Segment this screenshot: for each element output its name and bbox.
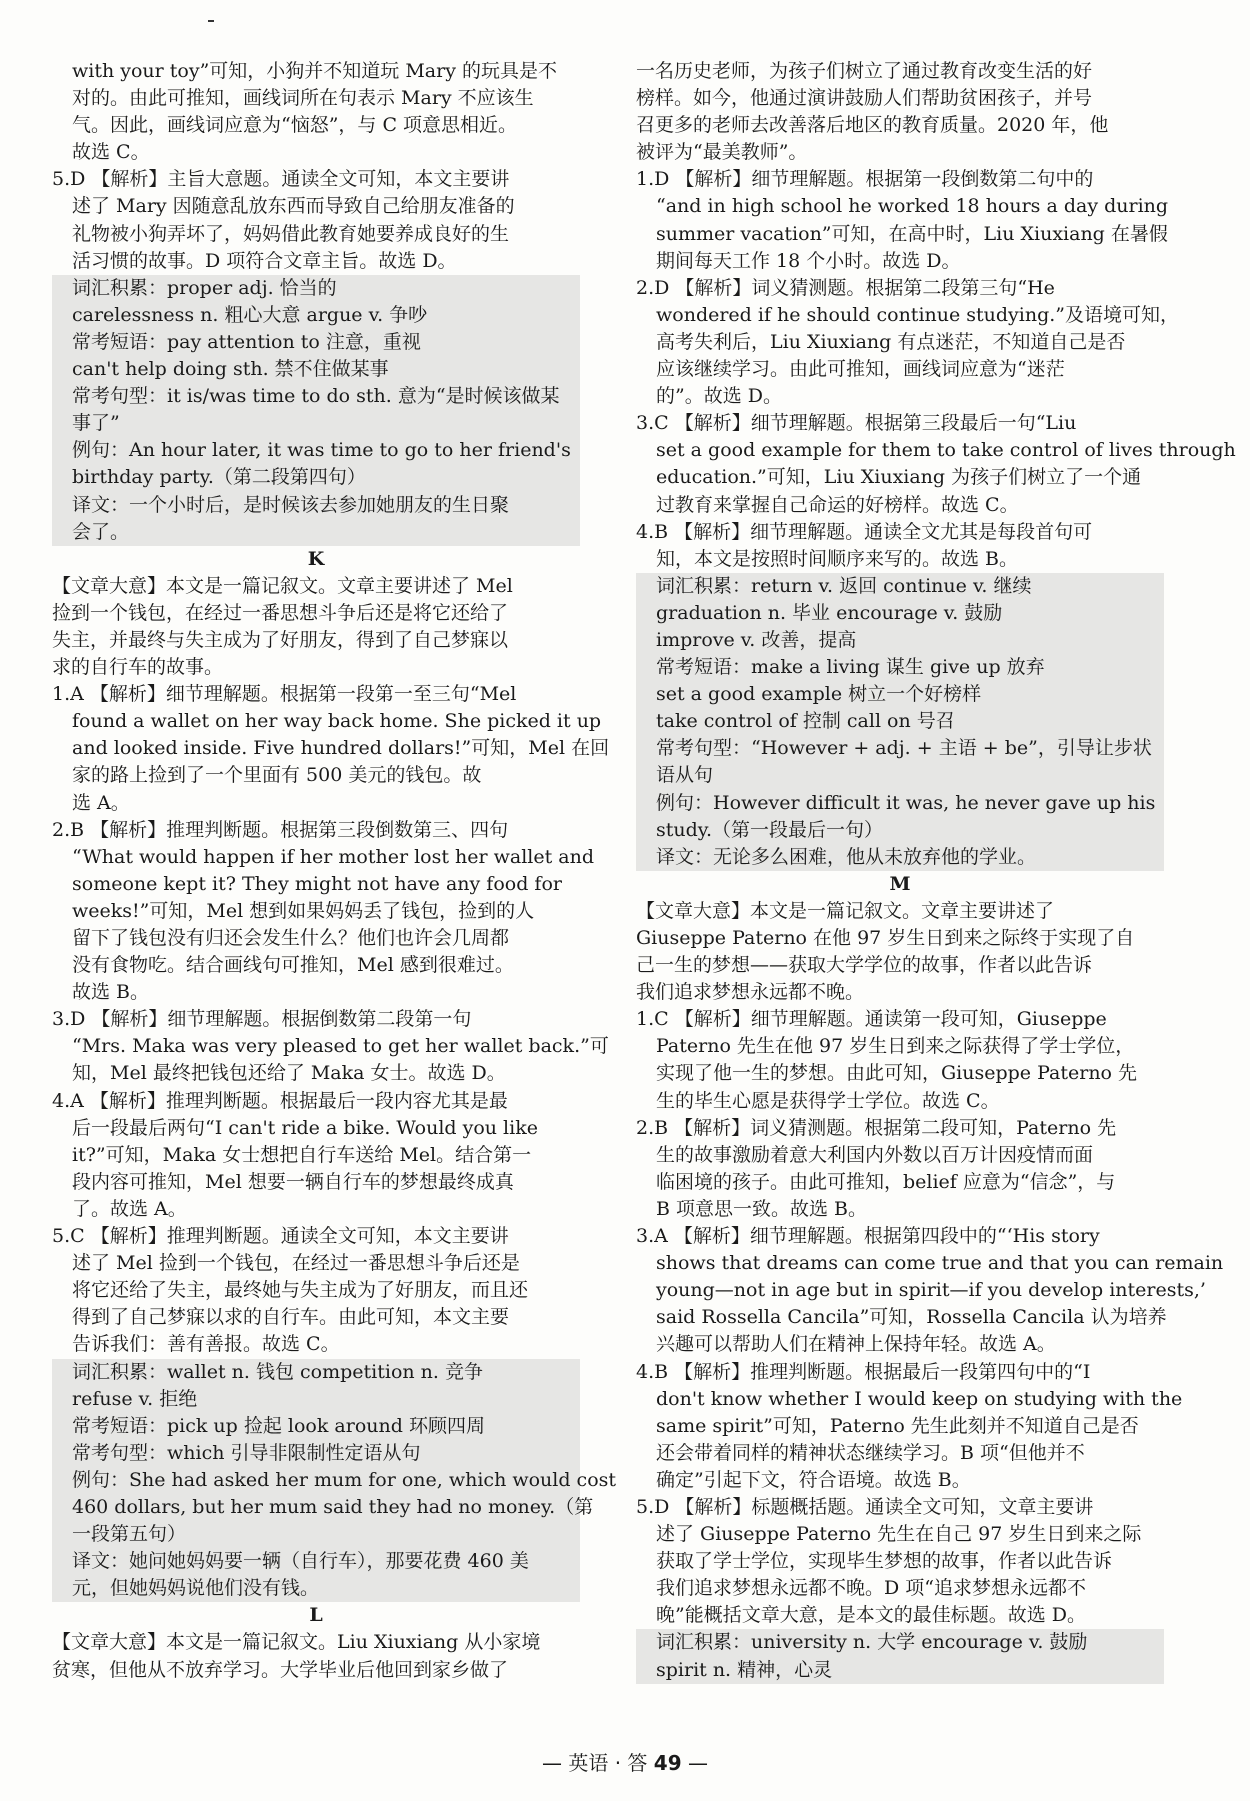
vocab-note-line: 词汇积累：return v. 返回 continue v. 继续 <box>636 573 1164 600</box>
text-line: 捡到一个钱包，在经过一番思想斗争后还是将它还给了 <box>52 601 509 624</box>
vocab-note-line: 元，但她妈妈说他们没有钱。 <box>52 1575 580 1602</box>
vocab-note-line: 译文：一个小时后，是时候该去参加她朋友的生日聚 <box>52 492 580 519</box>
text-line: shows that dreams can come true and that you can remain <box>656 1252 1224 1275</box>
text-line: 气。因此，画线词应意为“恼怒”，与 C 项意思相近。 <box>72 114 518 137</box>
text-line: 家的路上捡到了一个里面有 500 美元的钱包。故 <box>72 764 482 787</box>
text-line: 将它还给了失主，最终她与失主成为了好朋友，而且还 <box>72 1279 529 1302</box>
vocab-note-line: 译文：无论多么困难，他从未放弃他的学业。 <box>636 844 1164 871</box>
text-line: 一名历史老师，为孩子们树立了通过教育改变生活的好 <box>636 60 1093 82</box>
vocab-note-line: 常考句型：which 引导非限制性定语从句 <box>52 1440 580 1467</box>
text-line: 高考失利后，Liu Xiuxiang 有点迷茫，不知道自己是否 <box>656 330 1126 353</box>
text-line: said Rossella Cancila”可知，Rossella Cancila 认为培养 <box>656 1306 1167 1329</box>
text-line: young—not in age but in spirit—if you develop interests,’ <box>656 1279 1206 1302</box>
vocab-note-line: birthday party.（第二段第四句） <box>52 464 580 491</box>
text-line: summer vacation”可知，在高中时，Liu Xiuxiang 在暑假 <box>656 222 1168 245</box>
text-line: same spirit”可知，Paterno 先生此刻并不知道自己是否 <box>656 1414 1139 1437</box>
text-line: 确定”引起下文，符合语境。故选 B。 <box>656 1468 971 1491</box>
vocab-note-line: 460 dollars, but her mum said they had no money.（第 <box>52 1494 580 1521</box>
text-line: 兴趣可以帮助人们在精神上保持年轻。故选 A。 <box>656 1333 1056 1356</box>
text-line: 述了 Mary 因随意乱放东西而导致自己给朋友准备的 <box>72 195 515 218</box>
text-line: 后一段最后两句“I can't ride a bike. Would you like <box>72 1116 538 1139</box>
text-line: 故选 C。 <box>72 141 150 164</box>
text-line: 召更多的老师去改善落后地区的教育质量。2020 年，他 <box>636 114 1109 137</box>
text-line: with your toy”可知，小狗并不知道玩 Mary 的玩具是不 <box>72 60 557 82</box>
section-letter: K <box>307 547 325 570</box>
vocab-note-line: 词汇积累：proper adj. 恰当的 <box>52 275 580 302</box>
text-line: 2.D 【解析】词义猜测题。根据第二段第三句“He <box>636 276 1055 299</box>
text-line: 知，Mel 最终把钱包还给了 Maka 女士。故选 D。 <box>72 1062 506 1085</box>
vocab-note-line: study.（第一段最后一句） <box>636 817 1164 844</box>
text-line: 被评为“最美教师”。 <box>636 141 808 164</box>
text-line: 3.A 【解析】细节理解题。根据第四段中的“‘His story <box>636 1225 1100 1248</box>
footer-dash: — <box>688 1751 708 1775</box>
vocab-note-line: carelessness n. 粗心大意 argue v. 争吵 <box>52 302 580 329</box>
text-line: weeks!”可知，Mel 想到如果妈妈丢了钱包，捡到的人 <box>72 899 535 922</box>
vocab-note-line: can't help doing sth. 禁不住做某事 <box>52 356 580 383</box>
vocab-note-line: 常考短语：pick up 捡起 look around 环顾四周 <box>52 1413 580 1440</box>
text-line: 得到了自己梦寐以求的自行车。由此可知，本文主要 <box>72 1306 510 1329</box>
text-line: 1.C 【解析】细节理解题。通读第一段可知，Giuseppe <box>636 1008 1107 1031</box>
text-line: set a good example for them to take control of lives through <box>656 439 1236 462</box>
text-line: 故选 B。 <box>72 981 150 1004</box>
text-line: 榜样。如今，他通过演讲鼓励人们帮助贫困孩子，并号 <box>636 87 1093 110</box>
text-line: education.”可知，Liu Xiuxiang 为孩子们树立了一个通 <box>656 466 1142 489</box>
text-line: Paterno 先生在他 97 岁生日到来之际获得了学士学位， <box>656 1035 1135 1058</box>
vocab-note-line: 词汇积累：university n. 大学 encourage v. 鼓励 <box>636 1629 1164 1656</box>
text-line: 段内容可推知，Mel 想要一辆自行车的梦想最终成真 <box>72 1170 514 1193</box>
text-line: B 项意思一致。故选 B。 <box>656 1197 868 1220</box>
vocab-note-line: 一段第五句） <box>52 1521 580 1548</box>
footer-subject: — 英语 · 答 <box>542 1751 648 1775</box>
text-line: 知，本文是按照时间顺序来写的。故选 B。 <box>656 547 1019 570</box>
text-line: 我们追求梦想永远都不晚。 <box>636 981 865 1004</box>
text-line: 了。故选 A。 <box>72 1197 187 1220</box>
text-line: 4.B 【解析】细节理解题。通读全文尤其是每段首句可 <box>636 520 1093 543</box>
vocab-note-line: 例句：An hour later, it was time to go to her friend's <box>52 437 580 464</box>
text-line: wondered if he should continue studying.”及语境可知， <box>656 303 1180 326</box>
vocab-note-line: 会了。 <box>52 519 580 546</box>
text-line: 实现了他一生的梦想。由此可知，Giuseppe Paterno 先 <box>656 1062 1138 1085</box>
text-line: don't know whether I would keep on studying with the <box>656 1387 1183 1410</box>
vocab-note-line: take control of 控制 call on 号召 <box>636 708 1164 735</box>
text-line: “What would happen if her mother lost her wallet and <box>72 845 595 868</box>
text-line: 【文章大意】本文是一篇记叙文。文章主要讲述了 <box>636 899 1055 922</box>
vocab-note-line: 常考句型：it is/was time to do sth. 意为“是时候该做某 <box>52 383 580 410</box>
text-line: 告诉我们：善有善报。故选 C。 <box>72 1333 340 1356</box>
text-line: “and in high school he worked 18 hours a day during <box>656 195 1169 218</box>
text-line: 生的毕生心愿是获得学士学位。故选 C。 <box>656 1089 1000 1112</box>
text-line: “Mrs. Maka was very pleased to get her wallet back.”可 <box>72 1035 609 1058</box>
text-line: 临困境的孩子。由此可推知，belief 应意为“信念”，与 <box>656 1170 1116 1193</box>
text-line: 求的自行车的故事。 <box>52 656 224 679</box>
vocab-note-line: 译文：她问她妈妈要一辆（自行车），那要花费 460 美 <box>52 1548 580 1575</box>
page-number: 49 <box>653 1751 682 1775</box>
text-line: 5.C 【解析】推理判断题。通读全文可知，本文主要讲 <box>52 1225 509 1248</box>
vocab-note-line: 语从句 <box>636 762 1164 789</box>
text-line: 失主，并最终与失主成为了好朋友，得到了自己梦寐以 <box>52 628 509 651</box>
vocab-note-line: 常考短语：pay attention to 注意，重视 <box>52 329 580 356</box>
text-line: 己一生的梦想——获取大学学位的故事，作者以此告诉 <box>636 954 1093 977</box>
text-line: 述了 Mel 捡到一个钱包，在经过一番思想斗争后还是 <box>72 1252 520 1275</box>
text-line: 5.D 【解析】标题概括题。通读全文可知，文章主要讲 <box>636 1495 1094 1518</box>
text-line: 获取了学士学位，实现毕生梦想的故事，作者以此告诉 <box>656 1550 1113 1573</box>
text-line: 过教育来掌握自己命运的好榜样。故选 C。 <box>656 493 1019 516</box>
text-line: 4.A 【解析】推理判断题。根据最后一段内容尤其是最 <box>52 1089 508 1112</box>
text-line: 生的故事激励着意大利国内外数以百万计因疫情而面 <box>656 1143 1094 1166</box>
vocab-note-line: 常考句型：“However + adj. + 主语 + be”，引导让步状 <box>636 735 1164 762</box>
text-line: 礼物被小狗弄坏了，妈妈借此教育她要养成良好的生 <box>72 222 510 245</box>
text-line: 5.D 【解析】主旨大意题。通读全文可知，本文主要讲 <box>52 168 510 191</box>
vocab-note-line: 例句：However difficult it was, he never gave up his <box>636 790 1164 817</box>
text-line: 应该继续学习。由此可推知，画线词应意为“迷茫 <box>656 358 1065 381</box>
text-line: 1.A 【解析】细节理解题。根据第一段第一至三句“Mel <box>52 683 517 706</box>
vocab-note-line: 例句：She had asked her mum for one, which would cost <box>52 1467 580 1494</box>
vocab-note-line: refuse v. 拒绝 <box>52 1386 580 1413</box>
text-line: 我们追求梦想永远都不晚。D 项“追求梦想永远都不 <box>656 1577 1086 1600</box>
text-line: 对的。由此可推知，画线词所在句表示 Mary 不应该生 <box>72 87 534 110</box>
section-letter: L <box>309 1604 323 1627</box>
vocab-note-line: 事了” <box>52 410 580 437</box>
top-mark <box>208 20 214 22</box>
text-line: Giuseppe Paterno 在他 97 岁生日到来之际终于实现了自 <box>636 927 1135 949</box>
vocab-note-line: set a good example 树立一个好榜样 <box>636 681 1164 708</box>
text-line: 的”。故选 D。 <box>656 385 782 408</box>
vocab-note-line: graduation n. 毕业 encourage v. 鼓励 <box>636 600 1164 627</box>
text-line: 【文章大意】本文是一篇记叙文。Liu Xiuxiang 从小家境 <box>52 1631 541 1654</box>
section-letter: M <box>889 872 911 895</box>
text-line: 2.B 【解析】词义猜测题。根据第二段可知，Paterno 先 <box>636 1116 1117 1139</box>
right-column <box>636 58 1236 1684</box>
vocab-note-line: 常考短语：make a living 谋生 give up 放弃 <box>636 654 1164 681</box>
text-line: 2.B 【解析】推理判断题。根据第三段倒数第三、四句 <box>52 818 509 841</box>
text-line: 晚”能概括文章大意，是本文的最佳标题。故选 D。 <box>656 1604 1086 1627</box>
text-line: it?”可知，Maka 女士想把自行车送给 Mel。结合第一 <box>72 1143 532 1166</box>
text-line: 贫寒，但他从不放弃学习。大学毕业后他回到家乡做了 <box>52 1658 509 1681</box>
text-line: 【文章大意】本文是一篇记叙文。文章主要讲述了 Mel <box>52 574 513 597</box>
page-footer <box>0 1750 1250 1777</box>
text-line: someone kept it? They might not have any food for <box>72 872 562 895</box>
text-line: 活习惯的故事。D 项符合文章主旨。故选 D。 <box>72 249 457 272</box>
left-column <box>52 58 617 1684</box>
text-line: 没有食物吃。结合画线句可推知，Mel 感到很难过。 <box>72 954 514 977</box>
text-line: 期间每天工作 18 个小时。故选 D。 <box>656 249 961 272</box>
text-line: 留下了钱包没有归还会发生什么？他们也许会几周都 <box>72 927 510 949</box>
vocab-note-line: improve v. 改善，提高 <box>636 627 1164 654</box>
text-line: and looked inside. Five hundred dollars!”可知，Mel 在回 <box>72 737 610 760</box>
text-line: 4.B 【解析】推理判断题。根据最后一段第四句中的“I <box>636 1360 1091 1383</box>
text-line: 3.D 【解析】细节理解题。根据倒数第二段第一句 <box>52 1008 472 1031</box>
text-line: 3.C 【解析】细节理解题。根据第三段最后一句“Liu <box>636 412 1077 435</box>
vocab-note-line: spirit n. 精神，心灵 <box>636 1657 1164 1684</box>
text-line: 1.D 【解析】细节理解题。根据第一段倒数第二句中的 <box>636 168 1094 191</box>
vocab-note-line: 词汇积累：wallet n. 钱包 competition n. 竞争 <box>52 1359 580 1386</box>
text-line: 还会带着同样的精神状态继续学习。B 项“但他并不 <box>656 1441 1085 1464</box>
text-line: found a wallet on her way back home. She picked it up <box>72 710 602 733</box>
text-line: 述了 Giuseppe Paterno 先生在自己 97 岁生日到来之际 <box>656 1523 1142 1546</box>
text-line: 选 A。 <box>72 791 130 814</box>
